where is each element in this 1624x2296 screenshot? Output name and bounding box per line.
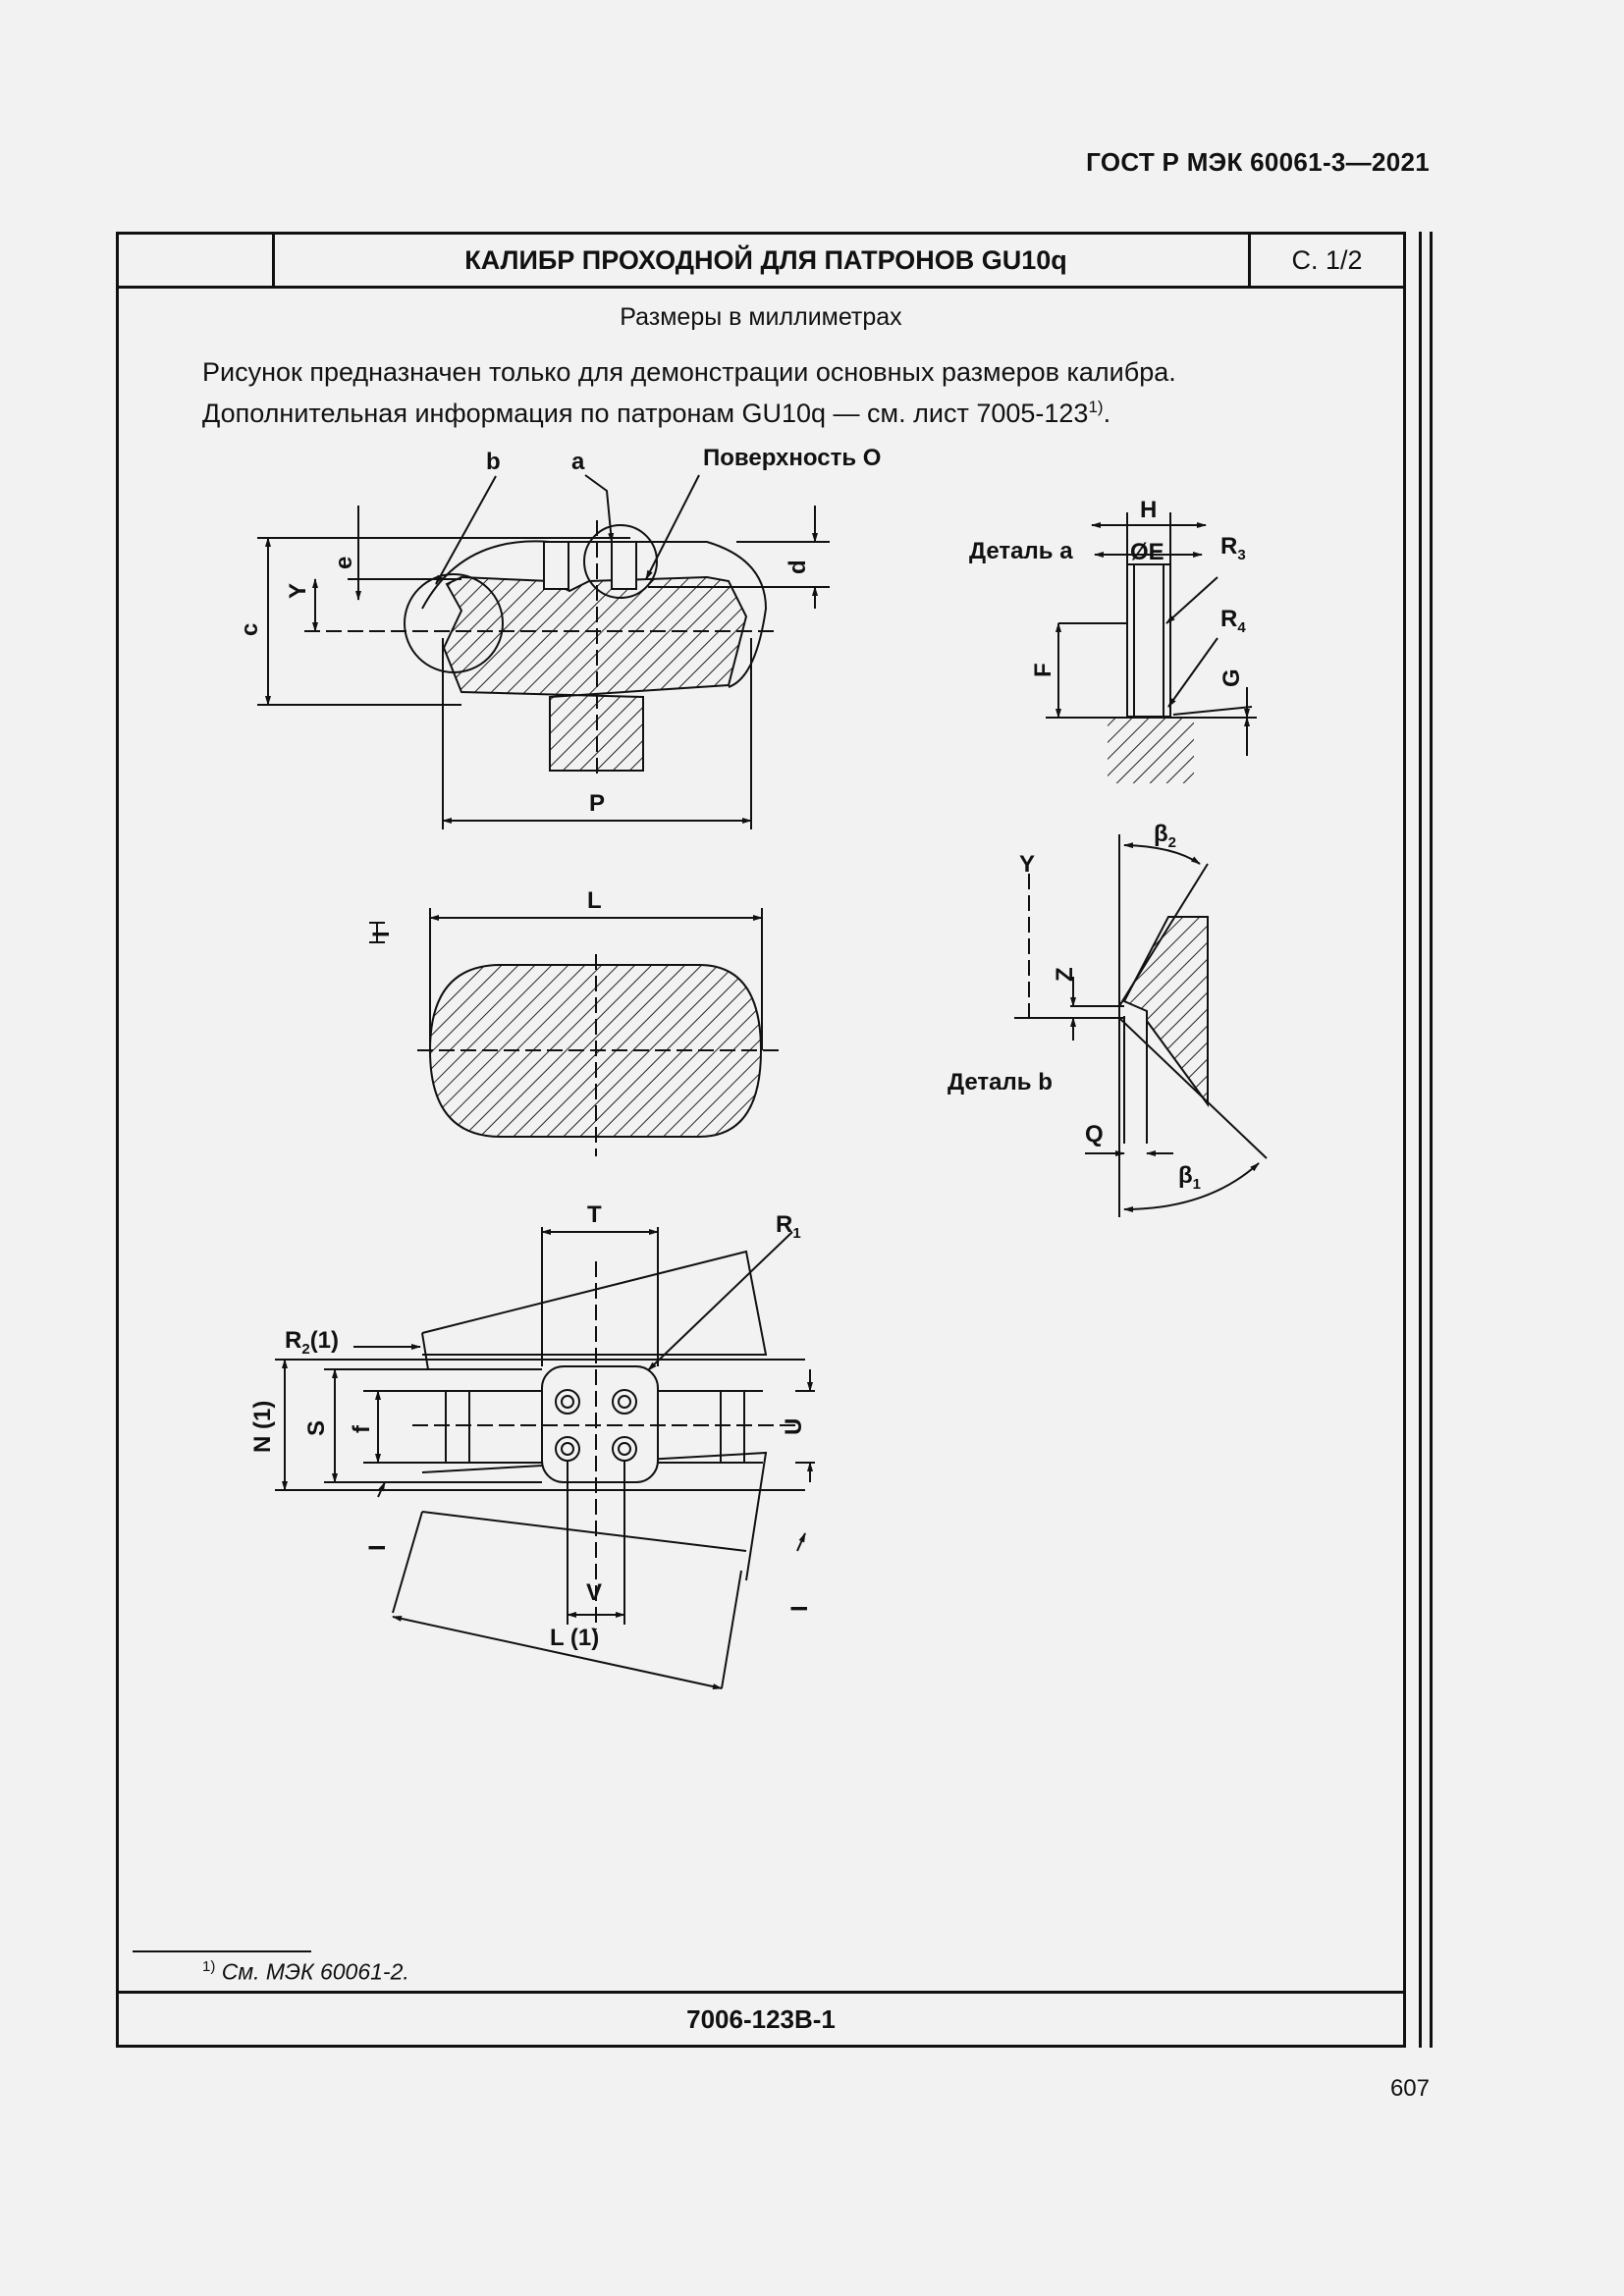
label-beta1: $\beta_1$: [1178, 1162, 1201, 1193]
label-t: T: [587, 1201, 602, 1228]
label-surface-o: Поверхность O: [703, 445, 882, 471]
label-q: Q: [1085, 1121, 1104, 1148]
label-i-left: I: [364, 1544, 391, 1551]
units-note: Размеры в миллиметрах: [620, 303, 902, 331]
label-beta2: $\beta_2$: [1154, 821, 1176, 851]
label-r3: $R_3$: [1220, 533, 1246, 563]
side-view: [257, 475, 830, 829]
pin-left: [544, 542, 568, 589]
detail-b-section: [1124, 917, 1208, 1104]
label-f-small: f: [349, 1425, 375, 1433]
gauge-body-section: [444, 577, 746, 771]
description-line-2: Дополнительная информация по патронам GU10q — см. лист 7005-123$^{1)}$.: [202, 398, 1111, 428]
contact-view: [275, 1227, 815, 1688]
label-u: U: [781, 1417, 807, 1435]
label-n1: N (1): [249, 1400, 276, 1453]
label-s: S: [303, 1419, 330, 1436]
label-i-plan: I: [368, 931, 395, 937]
label-g: G: [1218, 668, 1245, 687]
label-r1: $R_1$: [776, 1211, 801, 1242]
label-e: e: [331, 556, 357, 569]
label-y: Y: [285, 582, 311, 599]
page-number: 607: [1389, 2075, 1430, 2102]
label-c: c: [237, 622, 263, 636]
label-r4: $R_4$: [1220, 606, 1246, 636]
description-line-1: Рисунок предназначен только для демонстрации основных размеров калибра.: [202, 357, 1176, 387]
label-detail-a: Деталь a: [969, 538, 1073, 564]
label-l1: L (1): [550, 1625, 600, 1651]
footnote-ref: 1): [1088, 398, 1104, 416]
label-d: d: [785, 560, 811, 574]
label-b: b: [486, 449, 501, 475]
label-e-dia: ØE: [1130, 539, 1164, 565]
label-l: L: [587, 887, 602, 914]
pin-right: [612, 542, 636, 589]
label-h: H: [1140, 497, 1158, 523]
standard-number: ГОСТ Р МЭК 60061-3—2021: [1086, 147, 1430, 177]
sheet-number: С. 1/2: [1248, 235, 1403, 286]
label-detail-b: Деталь b: [947, 1069, 1053, 1095]
label-v: V: [586, 1579, 603, 1606]
label-y-detail: Y: [1019, 851, 1036, 878]
label-z: Z: [1052, 967, 1078, 982]
label-r2: $R_2(1)$: [285, 1327, 340, 1358]
label-f-detail: F: [1030, 663, 1056, 677]
sheet-title: КАЛИБР ПРОХОДНОЙ ДЛЯ ПАТРОНОВ GU10q: [464, 245, 1067, 275]
footnote: $^{1)}$ См. МЭК 60061-2.: [202, 1958, 409, 1985]
plan-view: [369, 908, 781, 1156]
detail-b: [1014, 834, 1267, 1217]
label-i-right: I: [786, 1605, 813, 1612]
label-a: a: [571, 449, 585, 475]
drawing-code: 7006-123B-1: [119, 1991, 1403, 2045]
label-p: P: [589, 790, 606, 817]
